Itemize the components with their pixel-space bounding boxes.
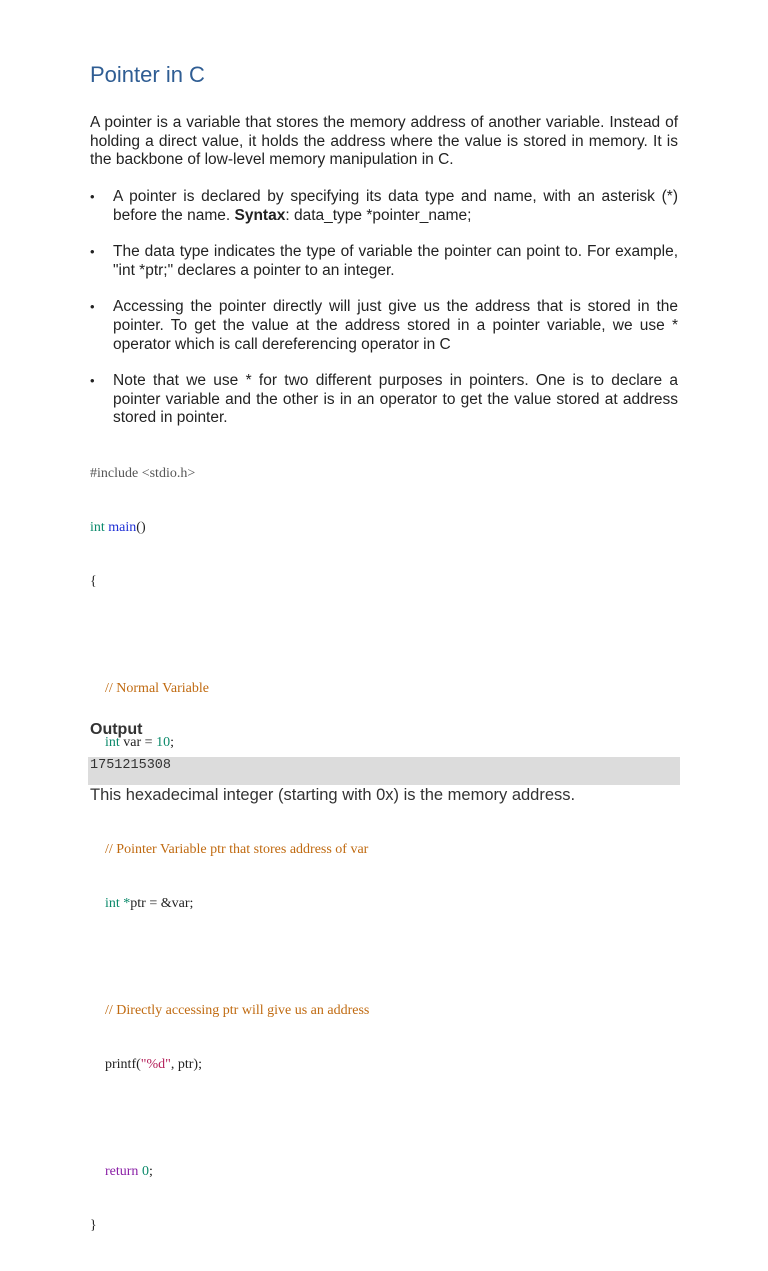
bullet-text: Accessing the pointer directly will just give us the address that is stored in the pointer. To get the value at the address stored in a pointer variable, we use * operator which is call dereferencing operator in C: [113, 298, 678, 353]
output-value: 1751215308: [90, 758, 172, 773]
output-heading: Output: [90, 721, 143, 738]
var-value: 10: [156, 735, 171, 750]
return-value: 0: [138, 1164, 149, 1179]
syntax-label: Syntax: [234, 206, 286, 224]
keyword-int: int: [105, 896, 120, 911]
code-line-ptr-decl: [90, 895, 369, 913]
bullet-text: Note that we use * for two different purposes in pointers. One is to declare a pointer variable and the other is in an operator to get the value stored at address stored in pointer.: [113, 372, 678, 427]
bullet-item-two-purposes: [90, 372, 678, 428]
bullet-icon: •: [90, 244, 95, 260]
keyword-return: return: [105, 1164, 139, 1179]
code-block: [90, 429, 369, 1271]
pointer-star: *: [119, 896, 131, 911]
code-line-close-brace: [90, 1217, 369, 1235]
intro-paragraph: A pointer is a variable that stores the memory address of another variable. Instead of holding a direct value, it holds the address where the value is stored in memory. It is the backbone of low-level memory manipulation in C.: [90, 114, 678, 169]
code-line-comment-2: [90, 841, 369, 859]
output-explanation: This hexadecimal integer (starting with 0x) is the memory address.: [90, 786, 576, 804]
comment-pointer-variable: // Pointer Variable ptr that stores address of var: [105, 842, 369, 857]
printf-args: , ptr);: [170, 1057, 202, 1072]
semicolon: ;: [170, 735, 174, 750]
include-directive: #include <stdio.h>: [90, 466, 196, 481]
bullet-text: A pointer is declared by specifying its data type and name, with an asterisk (*) before the name.: [113, 188, 678, 224]
bullet-text: The data type indicates the type of variable the pointer can point to. For example, "int *ptr;" declares a pointer to an integer.: [113, 243, 678, 279]
ptr-decl: ptr = &var;: [130, 896, 194, 911]
bullet-item-data-type: [90, 243, 678, 280]
comment-normal-variable: // Normal Variable: [105, 681, 209, 696]
code-line-main: [90, 519, 369, 537]
code-line-printf: [90, 1056, 369, 1074]
semicolon: ;: [148, 1164, 153, 1179]
main-parens: (): [136, 520, 146, 535]
bullet-list: [90, 188, 678, 428]
bullet-icon: •: [90, 373, 95, 389]
page-title: Pointer in C: [90, 62, 205, 87]
open-brace: {: [90, 574, 97, 589]
code-line-return: [90, 1163, 369, 1181]
bullet-item-declaration: [90, 188, 678, 225]
code-line-comment-3: [90, 1002, 369, 1020]
function-main: main: [108, 520, 137, 535]
bullet-item-dereferencing: [90, 298, 678, 354]
bullet-icon: •: [90, 299, 95, 315]
printf-format-string: "%d": [140, 1057, 171, 1072]
syntax-text: : data_type *pointer_name;: [285, 206, 472, 224]
code-line-include: [90, 465, 369, 483]
var-decl: var =: [119, 735, 157, 750]
keyword-int: int: [90, 520, 105, 535]
code-line-open-brace: [90, 573, 369, 591]
code-line-comment-1: [90, 680, 369, 698]
bullet-icon: •: [90, 189, 95, 204]
output-box: [88, 757, 680, 785]
comment-direct-access: // Directly accessing ptr will give us an address: [105, 1003, 370, 1018]
keyword-int: int: [105, 735, 120, 750]
close-brace: }: [90, 1218, 97, 1233]
printf-call: printf(: [105, 1057, 141, 1072]
